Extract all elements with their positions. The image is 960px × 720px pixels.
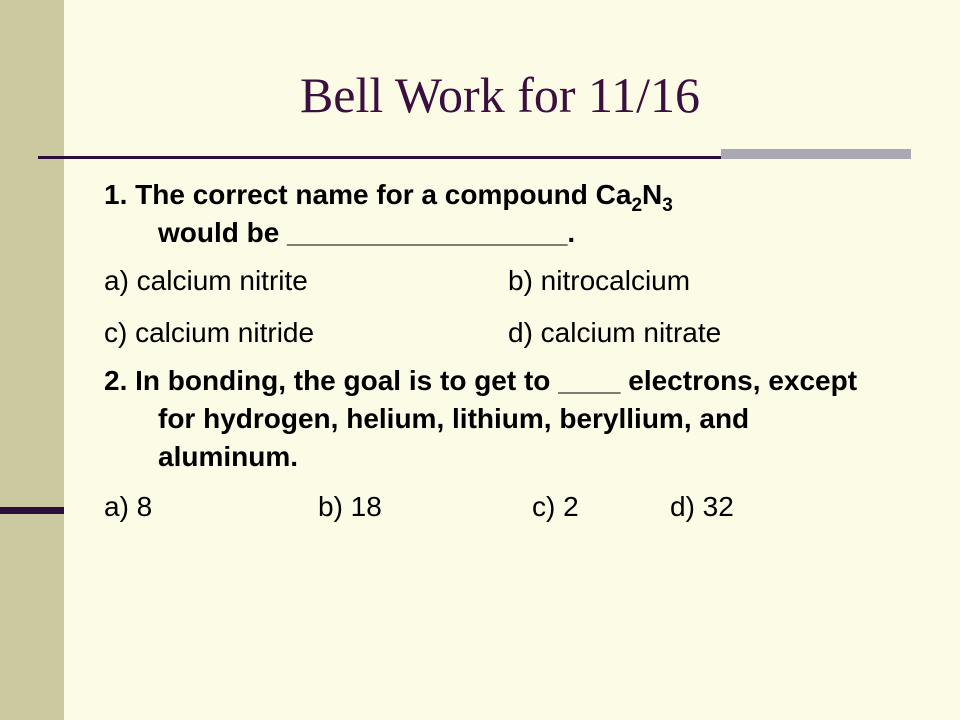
question-2-options-row (104, 488, 894, 526)
option-2a: a) 8 (104, 491, 153, 522)
option-2d: d) 32 (670, 491, 734, 522)
question-1-subscript-3: 3 (662, 195, 673, 216)
question-2: 2. In bonding, the goal is to get to ____ electrons, except for hydrogen, helium, lithium, beryllium, and aluminum. (104, 365, 858, 472)
option-1c: c) calcium nitride (104, 317, 315, 348)
question-1-text: 1. The correct name for a compound Ca (104, 179, 632, 210)
question-1-subscript-2: 2 (631, 195, 643, 216)
option-1d: d) calcium nitrate (508, 317, 722, 348)
question-1-element-n: N (642, 179, 663, 210)
slide-title: Bell Work for 11/16 (299, 67, 701, 123)
slide-body (104, 176, 894, 540)
question-1 (104, 176, 894, 252)
question-1-options-row-1 (104, 262, 894, 300)
option-2b: b) 18 (318, 491, 382, 522)
title-divider-accent (721, 149, 911, 159)
option-1a: a) calcium nitrite (104, 265, 308, 296)
left-bar-accent-line (0, 507, 64, 514)
question-1-options-row-2 (104, 314, 894, 352)
option-1b: b) nitrocalcium (508, 265, 691, 296)
option-2c: c) 2 (532, 491, 579, 522)
question-1-blank-line: would be __________________. (158, 217, 576, 248)
